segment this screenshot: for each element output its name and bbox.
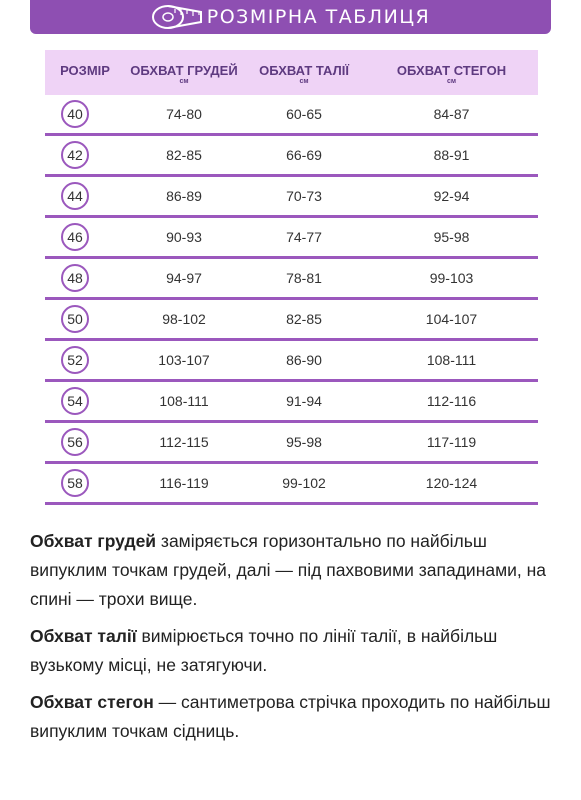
waist-cell: 66-69 xyxy=(286,147,322,163)
header-unit: см xyxy=(446,78,457,85)
chest-cell: 82-85 xyxy=(166,147,202,163)
note-text: — сантиметрова стрічка проходить по найбільш випуклим точкам сідниць. xyxy=(30,692,551,741)
table-row xyxy=(45,95,538,136)
chest-cell: 86-89 xyxy=(166,188,202,204)
note-chest xyxy=(30,527,560,614)
table-header xyxy=(45,50,538,95)
note-term: Обхват грудей xyxy=(30,531,157,551)
hips-cell: 120-124 xyxy=(425,475,478,491)
size-cell xyxy=(45,387,125,415)
size-badge: 48 xyxy=(61,264,89,292)
header-size xyxy=(45,50,125,78)
waist-cell: 95-98 xyxy=(286,434,322,450)
table-row xyxy=(45,423,538,464)
waist-cell: 60-65 xyxy=(286,106,322,122)
table-row xyxy=(45,341,538,382)
hips-cell: 84-87 xyxy=(433,106,470,122)
note-hips xyxy=(30,688,560,746)
size-badge: 40 xyxy=(61,100,89,128)
waist-cell: 91-94 xyxy=(286,393,322,409)
hips-cell: 117-119 xyxy=(426,434,477,450)
size-cell xyxy=(45,182,125,210)
size-cell xyxy=(45,346,125,374)
size-cell xyxy=(45,428,125,456)
hips-cell: 108-111 xyxy=(426,352,477,368)
note-text: вимірюється точно по лінії талії, в найбільш вузькому місці, не затягуючи. xyxy=(30,626,498,675)
waist-cell: 86-90 xyxy=(286,352,322,368)
chest-cell: 98-102 xyxy=(162,311,206,327)
header-hips xyxy=(365,50,538,86)
page-title: РОЗМІРНА ТАБЛИЦЯ xyxy=(206,6,431,28)
size-table xyxy=(45,50,538,505)
table-row xyxy=(45,382,538,423)
hips-cell: 104-107 xyxy=(425,311,478,327)
chest-cell: 90-93 xyxy=(166,229,202,245)
size-cell xyxy=(45,469,125,497)
measurement-notes xyxy=(30,527,560,754)
chest-cell: 108-111 xyxy=(159,393,209,409)
table-body xyxy=(45,95,538,505)
note-waist xyxy=(30,622,560,680)
hips-cell: 95-98 xyxy=(433,229,470,245)
size-cell xyxy=(45,100,125,128)
note-text: заміряється горизонтально по найбільш випуклим точкам грудей, далі — під пахвовими западинами, на спині — трохи вище. xyxy=(30,531,547,609)
header-label: ОБХВАТ ТАЛІЇ xyxy=(259,63,349,78)
table-row xyxy=(45,177,538,218)
hips-cell: 99-103 xyxy=(429,270,474,286)
note-term: Обхват стегон xyxy=(30,692,154,712)
header-label: РОЗМІР xyxy=(60,63,110,78)
header-waist xyxy=(243,50,365,86)
header-label: ОБХВАТ ГРУДЕЙ xyxy=(130,63,238,78)
header-label: ОБХВАТ СТЕГОН xyxy=(396,63,507,78)
hips-cell: 92-94 xyxy=(433,188,470,204)
size-badge: 58 xyxy=(61,469,89,497)
waist-cell: 70-73 xyxy=(286,188,322,204)
waist-cell: 78-81 xyxy=(286,270,322,286)
chest-cell: 74-80 xyxy=(166,106,202,122)
size-cell xyxy=(45,264,125,292)
header-chest xyxy=(125,50,243,86)
table-row xyxy=(45,300,538,341)
size-badge: 52 xyxy=(61,346,89,374)
chest-cell: 94-97 xyxy=(166,270,202,286)
measuring-tape-icon xyxy=(151,4,203,30)
table-row xyxy=(45,218,538,259)
size-cell xyxy=(45,223,125,251)
note-term: Обхват талії xyxy=(30,626,137,646)
size-badge: 50 xyxy=(61,305,89,333)
hips-cell: 88-91 xyxy=(433,147,470,163)
header-unit: см xyxy=(179,78,189,85)
table-row xyxy=(45,259,538,300)
hips-cell: 112-116 xyxy=(426,393,477,409)
chest-cell: 112-115 xyxy=(159,434,209,450)
waist-cell: 99-102 xyxy=(282,475,326,491)
waist-cell: 82-85 xyxy=(286,311,322,327)
waist-cell: 74-77 xyxy=(286,229,322,245)
size-cell xyxy=(45,305,125,333)
size-badge: 42 xyxy=(61,141,89,169)
chest-cell: 103-107 xyxy=(158,352,210,368)
title-banner xyxy=(30,0,551,34)
size-badge: 46 xyxy=(61,223,89,251)
size-badge: 56 xyxy=(61,428,89,456)
size-badge: 54 xyxy=(61,387,89,415)
size-badge: 44 xyxy=(61,182,89,210)
table-row xyxy=(45,464,538,505)
size-cell xyxy=(45,141,125,169)
chest-cell: 116-119 xyxy=(159,475,209,491)
header-unit: см xyxy=(299,78,309,85)
table-row xyxy=(45,136,538,177)
